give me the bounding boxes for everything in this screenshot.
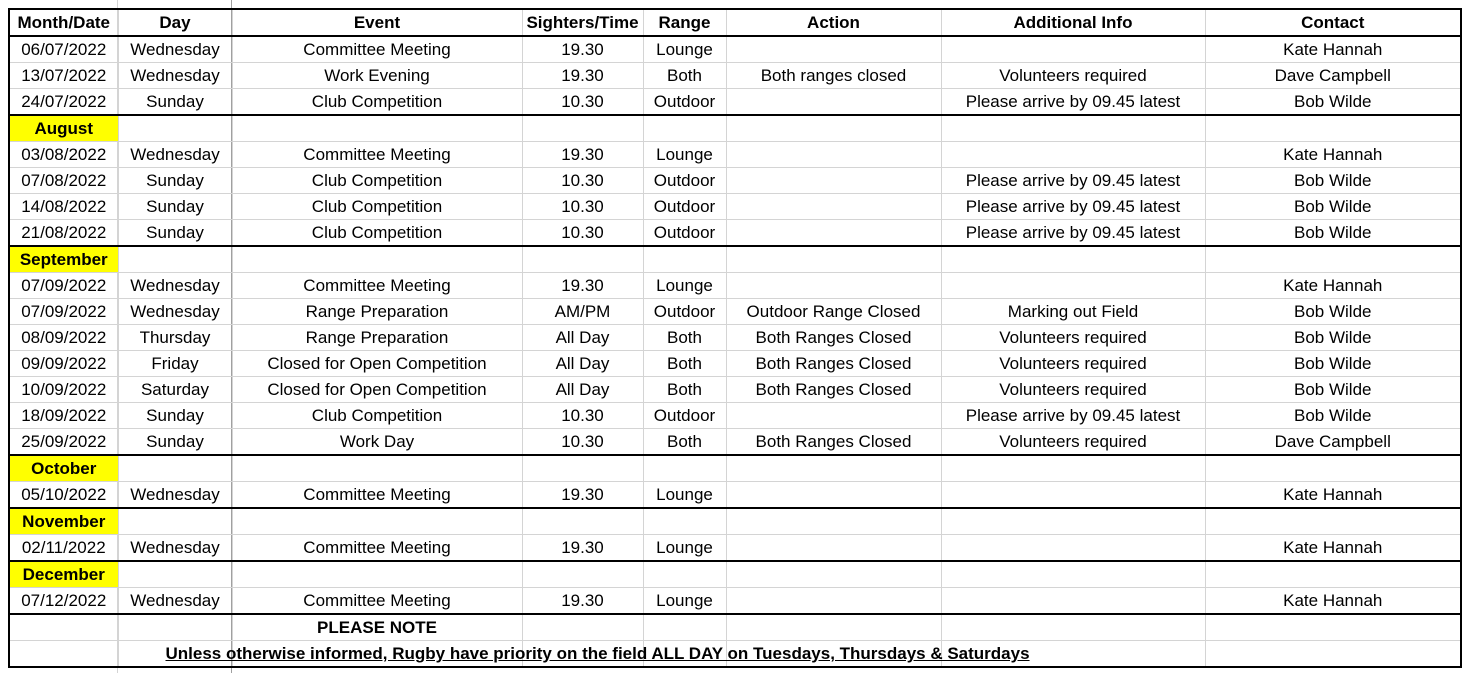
cell[interactable]: [522, 455, 643, 482]
month-section-row: [9, 455, 1461, 482]
cell[interactable]: [1205, 641, 1461, 668]
date-cell[interactable]: 14/08/2022: [9, 194, 118, 220]
month-section-row: [9, 508, 1461, 535]
table-row: [9, 351, 1461, 377]
cell[interactable]: [1205, 115, 1461, 142]
month-section-row: [9, 246, 1461, 273]
cell[interactable]: [643, 561, 726, 588]
range-cell[interactable]: Outdoor: [643, 299, 726, 325]
action-cell[interactable]: Both Ranges Closed: [726, 429, 941, 456]
time-cell[interactable]: 10.30: [522, 220, 643, 247]
contact-cell[interactable]: Bob Wilde: [1205, 377, 1461, 403]
cell[interactable]: [232, 455, 522, 482]
cell[interactable]: [232, 246, 522, 273]
date-cell[interactable]: 10/09/2022: [9, 377, 118, 403]
day-cell[interactable]: Wednesday: [118, 588, 232, 615]
range-cell[interactable]: Outdoor: [643, 89, 726, 116]
table-row: [9, 377, 1461, 403]
month-label[interactable]: December: [9, 561, 118, 588]
contact-cell[interactable]: Dave Campbell: [1205, 63, 1461, 89]
table-row: [9, 273, 1461, 299]
table-row: [9, 220, 1461, 247]
action-cell[interactable]: [726, 142, 941, 168]
cell[interactable]: [1205, 614, 1461, 641]
day-cell[interactable]: Wednesday: [118, 273, 232, 299]
event-cell[interactable]: Work Day: [232, 429, 522, 456]
info-cell[interactable]: Volunteers required: [941, 429, 1205, 456]
range-cell[interactable]: Outdoor: [643, 194, 726, 220]
cell[interactable]: [726, 455, 941, 482]
cell[interactable]: [726, 246, 941, 273]
table-row: [9, 588, 1461, 615]
range-cell[interactable]: Lounge: [643, 588, 726, 615]
date-cell[interactable]: 03/08/2022: [9, 142, 118, 168]
cell[interactable]: [941, 455, 1205, 482]
event-cell[interactable]: Club Competition: [232, 168, 522, 194]
event-cell[interactable]: Range Preparation: [232, 325, 522, 351]
info-cell[interactable]: Marking out Field: [941, 299, 1205, 325]
day-cell[interactable]: Wednesday: [118, 535, 232, 562]
month-section-row: [9, 115, 1461, 142]
event-cell[interactable]: Work Evening: [232, 63, 522, 89]
contact-cell[interactable]: Kate Hannah: [1205, 142, 1461, 168]
range-cell[interactable]: Both: [643, 377, 726, 403]
date-cell[interactable]: 08/09/2022: [9, 325, 118, 351]
month-label[interactable]: August: [9, 115, 118, 142]
range-cell[interactable]: Lounge: [643, 142, 726, 168]
cell[interactable]: [118, 614, 232, 641]
cell[interactable]: [522, 246, 643, 273]
month-label[interactable]: November: [9, 508, 118, 535]
header-contact[interactable]: Contact: [1205, 9, 1461, 36]
cell[interactable]: [1205, 246, 1461, 273]
info-cell[interactable]: Please arrive by 09.45 latest: [941, 168, 1205, 194]
cell[interactable]: [643, 246, 726, 273]
event-cell[interactable]: Club Competition: [232, 220, 522, 247]
date-cell[interactable]: 07/09/2022: [9, 273, 118, 299]
note-heading[interactable]: PLEASE NOTE: [232, 614, 522, 641]
day-cell[interactable]: Sunday: [118, 220, 232, 247]
info-cell[interactable]: Please arrive by 09.45 latest: [941, 220, 1205, 247]
day-cell[interactable]: Wednesday: [118, 63, 232, 89]
event-cell[interactable]: Committee Meeting: [232, 142, 522, 168]
info-cell[interactable]: Volunteers required: [941, 351, 1205, 377]
info-cell[interactable]: [941, 482, 1205, 509]
day-cell[interactable]: Saturday: [118, 377, 232, 403]
month-section-row: [9, 561, 1461, 588]
range-cell[interactable]: Lounge: [643, 535, 726, 562]
cell[interactable]: [1205, 455, 1461, 482]
contact-cell[interactable]: Kate Hannah: [1205, 273, 1461, 299]
time-cell[interactable]: 19.30: [522, 273, 643, 299]
cell[interactable]: [232, 561, 522, 588]
event-cell[interactable]: Club Competition: [232, 89, 522, 116]
event-cell[interactable]: Range Preparation: [232, 299, 522, 325]
info-cell[interactable]: Please arrive by 09.45 latest: [941, 194, 1205, 220]
cell[interactable]: [643, 614, 726, 641]
info-cell[interactable]: Volunteers required: [941, 63, 1205, 89]
action-cell[interactable]: [726, 535, 941, 562]
contact-cell[interactable]: Bob Wilde: [1205, 89, 1461, 116]
day-cell[interactable]: Sunday: [118, 429, 232, 456]
day-cell[interactable]: Sunday: [118, 194, 232, 220]
table-row: [9, 299, 1461, 325]
range-cell[interactable]: Outdoor: [643, 403, 726, 429]
cell[interactable]: [941, 561, 1205, 588]
action-cell[interactable]: [726, 194, 941, 220]
action-cell[interactable]: [726, 588, 941, 615]
table-row: [9, 63, 1461, 89]
cell[interactable]: [522, 561, 643, 588]
info-cell[interactable]: [941, 588, 1205, 615]
cell[interactable]: [643, 115, 726, 142]
info-cell[interactable]: Volunteers required: [941, 325, 1205, 351]
action-cell[interactable]: [726, 403, 941, 429]
range-cell[interactable]: Lounge: [643, 482, 726, 509]
contact-cell[interactable]: Kate Hannah: [1205, 482, 1461, 509]
note-heading-row: [9, 614, 1461, 641]
header-action[interactable]: Action: [726, 9, 941, 36]
range-cell[interactable]: Both: [643, 351, 726, 377]
action-cell[interactable]: Both Ranges Closed: [726, 325, 941, 351]
event-cell[interactable]: Committee Meeting: [232, 273, 522, 299]
table-row: [9, 194, 1461, 220]
action-cell[interactable]: [726, 36, 941, 63]
day-cell[interactable]: Friday: [118, 351, 232, 377]
event-cell[interactable]: Club Competition: [232, 403, 522, 429]
event-cell[interactable]: Closed for Open Competition: [232, 377, 522, 403]
contact-cell[interactable]: Kate Hannah: [1205, 535, 1461, 562]
contact-cell[interactable]: Bob Wilde: [1205, 168, 1461, 194]
cell[interactable]: [118, 508, 232, 535]
time-cell[interactable]: 19.30: [522, 142, 643, 168]
time-cell[interactable]: 10.30: [522, 194, 643, 220]
cell[interactable]: [726, 614, 941, 641]
action-cell[interactable]: Both Ranges Closed: [726, 377, 941, 403]
table-row: [9, 89, 1461, 116]
table-row: [9, 142, 1461, 168]
table-row: [9, 429, 1461, 456]
month-label[interactable]: October: [9, 455, 118, 482]
time-cell[interactable]: 10.30: [522, 168, 643, 194]
cell[interactable]: [522, 614, 643, 641]
info-cell[interactable]: [941, 273, 1205, 299]
time-cell[interactable]: 19.30: [522, 535, 643, 562]
day-cell[interactable]: Sunday: [118, 168, 232, 194]
cell[interactable]: [726, 508, 941, 535]
cell[interactable]: [522, 508, 643, 535]
time-cell[interactable]: 19.30: [522, 588, 643, 615]
action-cell[interactable]: [726, 89, 941, 116]
info-cell[interactable]: Please arrive by 09.45 latest: [941, 403, 1205, 429]
range-cell[interactable]: Lounge: [643, 36, 726, 63]
action-cell[interactable]: [726, 482, 941, 509]
date-cell[interactable]: 21/08/2022: [9, 220, 118, 247]
date-cell[interactable]: 24/07/2022: [9, 89, 118, 116]
event-cell[interactable]: Committee Meeting: [232, 36, 522, 63]
range-cell[interactable]: Both: [643, 325, 726, 351]
time-cell[interactable]: All Day: [522, 351, 643, 377]
note-text: Unless otherwise informed, Rugby have priority on the field ALL DAY on Tuesdays, Thursdays & Saturdays: [165, 644, 1030, 663]
note-cell[interactable]: [118, 641, 1030, 668]
day-cell[interactable]: Wednesday: [118, 142, 232, 168]
date-cell[interactable]: 05/10/2022: [9, 482, 118, 509]
info-cell[interactable]: [941, 535, 1205, 562]
info-cell[interactable]: [941, 36, 1205, 63]
range-cell[interactable]: Lounge: [643, 273, 726, 299]
contact-cell[interactable]: Bob Wilde: [1205, 299, 1461, 325]
cell[interactable]: [941, 115, 1205, 142]
cell[interactable]: [118, 561, 232, 588]
table-row: [9, 535, 1461, 562]
date-cell[interactable]: 09/09/2022: [9, 351, 118, 377]
header-day[interactable]: Day: [118, 9, 232, 36]
date-cell[interactable]: 13/07/2022: [9, 63, 118, 89]
time-cell[interactable]: 10.30: [522, 89, 643, 116]
header-event[interactable]: Event: [232, 9, 522, 36]
table-row: [9, 482, 1461, 509]
contact-cell[interactable]: Kate Hannah: [1205, 36, 1461, 63]
contact-cell[interactable]: Kate Hannah: [1205, 588, 1461, 615]
info-cell[interactable]: Please arrive by 09.45 latest: [941, 89, 1205, 116]
day-cell[interactable]: Wednesday: [118, 299, 232, 325]
event-cell[interactable]: Club Competition: [232, 194, 522, 220]
cell[interactable]: [726, 115, 941, 142]
cell[interactable]: [118, 246, 232, 273]
table-row: [9, 168, 1461, 194]
day-cell[interactable]: Sunday: [118, 89, 232, 116]
date-cell[interactable]: 25/09/2022: [9, 429, 118, 456]
action-cell[interactable]: [726, 220, 941, 247]
contact-cell[interactable]: Bob Wilde: [1205, 194, 1461, 220]
table-row: [9, 325, 1461, 351]
date-cell[interactable]: 07/09/2022: [9, 299, 118, 325]
cell[interactable]: [726, 561, 941, 588]
header-row: [9, 9, 1461, 36]
table-row: [9, 36, 1461, 63]
table-row: [9, 403, 1461, 429]
time-cell[interactable]: All Day: [522, 377, 643, 403]
event-cell[interactable]: Committee Meeting: [232, 588, 522, 615]
info-cell[interactable]: Volunteers required: [941, 377, 1205, 403]
cell[interactable]: [9, 641, 118, 668]
action-cell[interactable]: Both Ranges Closed: [726, 351, 941, 377]
time-cell[interactable]: 10.30: [522, 429, 643, 456]
time-cell[interactable]: 19.30: [522, 36, 643, 63]
event-cell[interactable]: Committee Meeting: [232, 482, 522, 509]
day-cell[interactable]: Wednesday: [118, 36, 232, 63]
action-cell[interactable]: Both ranges closed: [726, 63, 941, 89]
header-additional-info[interactable]: Additional Info: [941, 9, 1205, 36]
contact-cell[interactable]: Bob Wilde: [1205, 325, 1461, 351]
contact-cell[interactable]: Bob Wilde: [1205, 403, 1461, 429]
contact-cell[interactable]: Bob Wilde: [1205, 351, 1461, 377]
time-cell[interactable]: 19.30: [522, 63, 643, 89]
cell[interactable]: [643, 508, 726, 535]
day-cell[interactable]: Wednesday: [118, 482, 232, 509]
day-cell[interactable]: Thursday: [118, 325, 232, 351]
info-cell[interactable]: [941, 142, 1205, 168]
cell[interactable]: [643, 455, 726, 482]
cell[interactable]: [941, 508, 1205, 535]
cell[interactable]: [118, 455, 232, 482]
range-cell[interactable]: Both: [643, 63, 726, 89]
contact-cell[interactable]: Dave Campbell: [1205, 429, 1461, 456]
range-cell[interactable]: Outdoor: [643, 168, 726, 194]
time-cell[interactable]: 10.30: [522, 403, 643, 429]
action-cell[interactable]: [726, 168, 941, 194]
cell[interactable]: [1205, 508, 1461, 535]
table-body: [9, 36, 1461, 614]
month-label[interactable]: September: [9, 246, 118, 273]
date-cell[interactable]: 18/09/2022: [9, 403, 118, 429]
note-text-row: [9, 641, 1461, 668]
header-month-date[interactable]: Month/Date: [9, 9, 118, 36]
contact-cell[interactable]: Bob Wilde: [1205, 220, 1461, 247]
range-cell[interactable]: Outdoor: [643, 220, 726, 247]
cell[interactable]: [941, 246, 1205, 273]
action-cell[interactable]: [726, 273, 941, 299]
date-cell[interactable]: 06/07/2022: [9, 36, 118, 63]
cell[interactable]: [232, 508, 522, 535]
cell[interactable]: [1205, 561, 1461, 588]
action-cell[interactable]: Outdoor Range Closed: [726, 299, 941, 325]
time-cell[interactable]: 19.30: [522, 482, 643, 509]
event-cell[interactable]: Closed for Open Competition: [232, 351, 522, 377]
cell[interactable]: [941, 614, 1205, 641]
day-cell[interactable]: Sunday: [118, 403, 232, 429]
cell[interactable]: [232, 115, 522, 142]
event-cell[interactable]: Committee Meeting: [232, 535, 522, 562]
range-cell[interactable]: Both: [643, 429, 726, 456]
header-sighters-time[interactable]: Sighters/Time: [522, 9, 643, 36]
cell[interactable]: [522, 115, 643, 142]
date-cell[interactable]: 07/12/2022: [9, 588, 118, 615]
header-range[interactable]: Range: [643, 9, 726, 36]
date-cell[interactable]: 07/08/2022: [9, 168, 118, 194]
cell[interactable]: [118, 115, 232, 142]
time-cell[interactable]: All Day: [522, 325, 643, 351]
time-cell[interactable]: AM/PM: [522, 299, 643, 325]
events-calendar-table: [8, 8, 1462, 668]
cell[interactable]: [9, 614, 118, 641]
date-cell[interactable]: 02/11/2022: [9, 535, 118, 562]
